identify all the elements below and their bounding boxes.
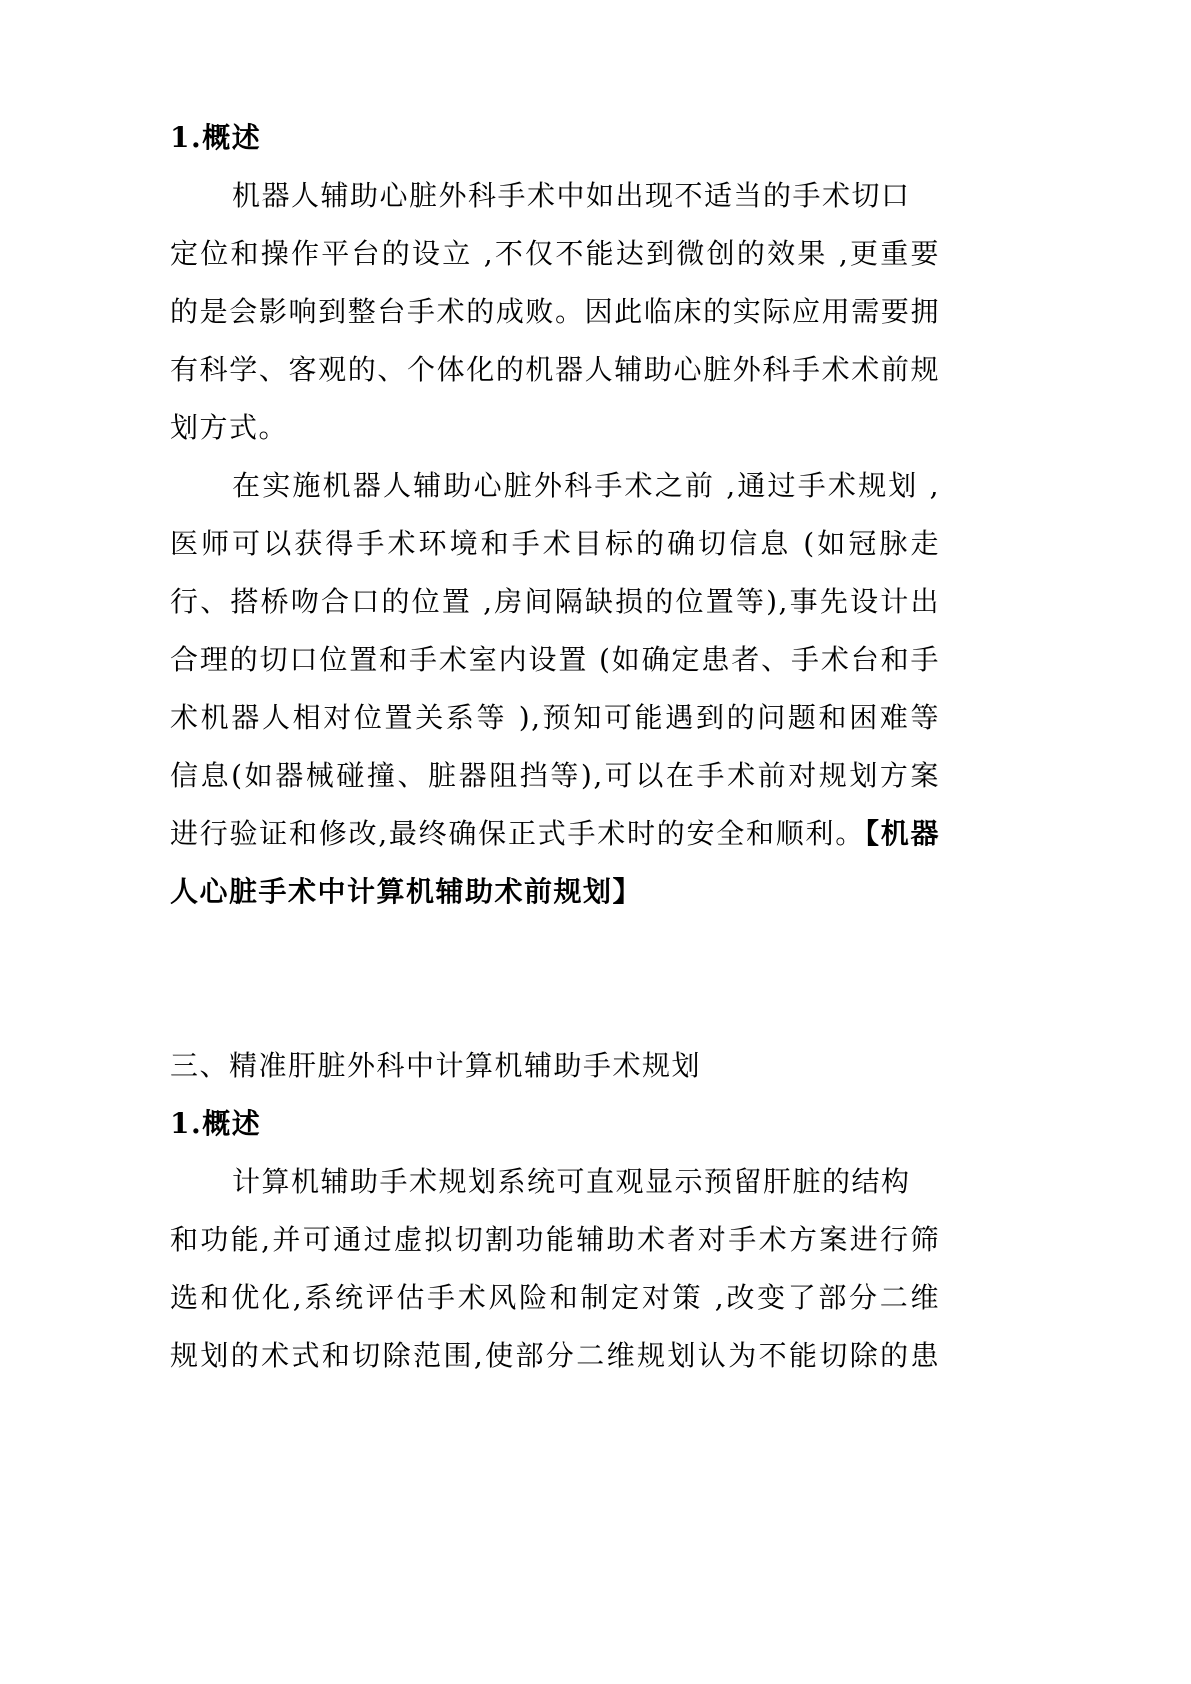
paragraph-line: 定位和操作平台的设立 ,不仅不能达到微创的效果 ,更重要 [170, 237, 940, 270]
paragraph-line: 术机器人相对位置关系等 ),预知可能遇到的问题和困难等 [170, 701, 940, 734]
paragraph-line: 合理的切口位置和手术室内设置 (如确定患者、手术台和手 [170, 643, 940, 676]
paragraph-line: 选和优化,系统评估手术风险和制定对策 ,改变了部分二维 [170, 1281, 940, 1314]
paragraph-line: 计算机辅助手术规划系统可直观显示预留肝脏的结构 [232, 1165, 911, 1198]
paragraph-line: 划方式。 [170, 411, 289, 444]
paragraph-line: 有科学、客观的、个体化的机器人辅助心脏外科手术术前规 [170, 353, 940, 386]
paragraph-line: 机器人辅助心脏外科手术中如出现不适当的手术切口 [232, 179, 911, 212]
paragraph [170, 1153, 940, 1385]
section-heading: 1.概述 [170, 1107, 262, 1140]
document-body [170, 109, 940, 1385]
bold-reference-start: 【机器 [864, 817, 940, 850]
paragraph-line: 行、搭桥吻合口的位置 ,房间隔缺损的位置等),事先设计出 [170, 585, 940, 618]
section-gap [170, 921, 940, 1037]
paragraph-line: 医师可以获得手术环境和手术目标的确切信息 (如冠脉走 [170, 527, 940, 560]
paragraph-line: 和功能,并可通过虚拟切割功能辅助术者对手术方案进行筛 [170, 1223, 940, 1256]
paragraph-line: 的是会影响到整台手术的成败。因此临床的实际应用需要拥 [170, 295, 940, 328]
section-heading: 1.概述 [170, 121, 262, 154]
paragraph-line [170, 805, 940, 863]
bold-reference-end: 人心脏手术中计算机辅助术前规划】 [170, 875, 643, 908]
paragraph-line: 在实施机器人辅助心脏外科手术之前 ,通过手术规划 , [232, 469, 940, 502]
paragraph-line-text: 进行验证和修改,最终确保正式手术时的安全和顺利。 [170, 817, 865, 850]
paragraph [170, 167, 940, 457]
paragraph [170, 457, 940, 921]
paragraph-line: 规划的术式和切除范围,使部分二维规划认为不能切除的患 [170, 1339, 940, 1372]
paragraph-line: 信息(如器械碰撞、脏器阻挡等),可以在手术前对规划方案 [170, 759, 940, 792]
section-title: 三、精准肝脏外科中计算机辅助手术规划 [170, 1049, 702, 1082]
